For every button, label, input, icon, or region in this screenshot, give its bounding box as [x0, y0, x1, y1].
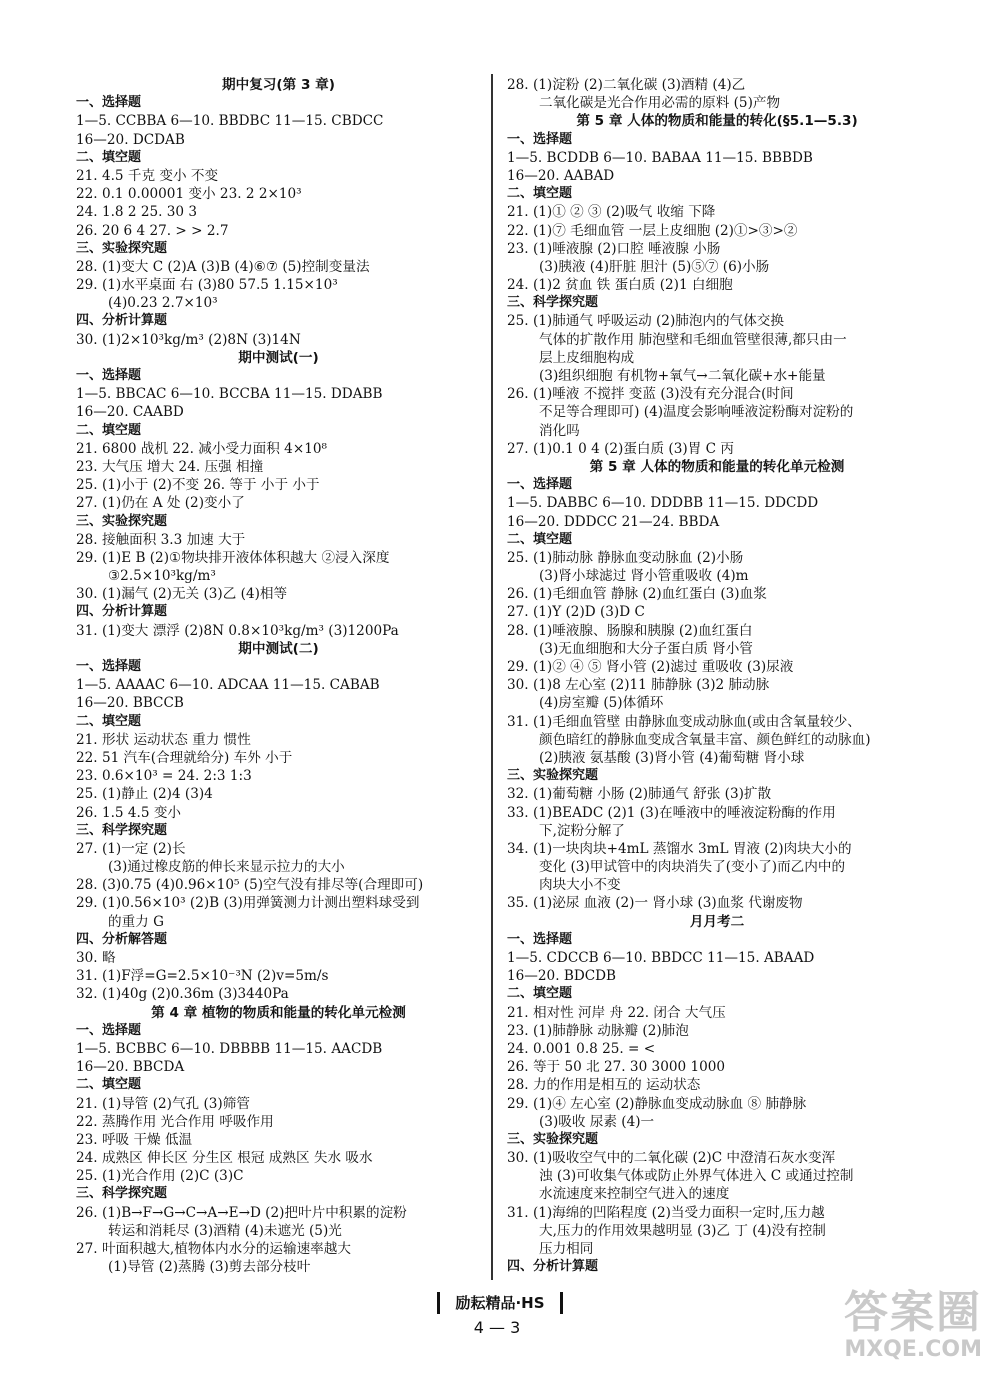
answer-line: (4)房室瓣 (5)体循环 — [539, 695, 664, 712]
answer-line: 1—5. BCDDB 6—10. BABAA 11—15. BBBDB — [507, 149, 813, 166]
answer-line: 16—20. AABAD — [507, 167, 615, 184]
subsection-label: 一、选择题 — [76, 95, 142, 111]
answer-line: 下,淀粉分解了 — [539, 822, 625, 839]
subsection-label: 三、实验探究题 — [507, 1131, 599, 1147]
answer-line: 24. 1.8 2 25. 30 3 — [76, 204, 198, 221]
answer-line: 22. 51 汽车(合理就给分) 车外 小于 — [76, 749, 293, 766]
answer-line: (3)胰液 (4)肝脏 胆汁 (5)⑤⑦ (6)小肠 — [539, 258, 770, 275]
answer-line: 1—5. AAAAC 6—10. ADCAA 11—15. CABAB — [76, 677, 380, 694]
answer-line: 27. (1)Y (2)D (3)D C — [507, 604, 645, 621]
answer-line: 29. (1)④ 左心室 (2)静脉血变成动脉血 ⑧ 肺静脉 — [507, 1095, 807, 1112]
answer-line: 26. 1.5 4.5 变小 — [76, 804, 182, 821]
answer-line: 26. 20 6 4 27. > > 2.7 — [76, 222, 229, 239]
answer-line: 35. (1)泌尿 血液 (2)一 肾小球 (3)血浆 代谢废物 — [507, 895, 803, 912]
subsection-label: 一、选择题 — [76, 1022, 142, 1038]
answer-line: 24. 0.001 0.8 25. = < — [507, 1040, 656, 1057]
answer-line: 28. (1)唾液腺、肠腺和胰腺 (2)血红蛋白 — [507, 622, 753, 639]
answer-line: 31. (1)毛细血管壁 由静脉血变成动脉血(或由含氧量较少、 — [507, 713, 861, 730]
answer-line: 28. 接触面积 3.3 加速 大于 — [76, 531, 246, 548]
answer-line: 21. 4.5 千克 变小 不变 — [76, 167, 219, 184]
answer-line: (2)胰液 氨基酸 (3)肾小管 (4)葡萄糖 肾小球 — [539, 749, 805, 766]
answer-line: 30. (1)2×10³kg/m³ (2)8N (3)14N — [76, 331, 301, 348]
answer-line: 24. 成熟区 伸长区 分生区 根冠 成熟区 失水 吸水 — [76, 1150, 373, 1167]
answer-line: 25. (1)肺动脉 静脉血变动脉血 (2)小肠 — [507, 549, 744, 566]
answer-line: 27. (1)仍在 A 处 (2)变小了 — [76, 495, 245, 512]
answer-line: 压力相同 — [539, 1241, 594, 1257]
column-divider — [491, 74, 493, 1280]
answer-line: 23. 0.6×10³ = 24. 2:3 1:3 — [76, 768, 252, 785]
answer-line: (3)无血细胞和大分子蛋白质 肾小管 — [539, 640, 753, 657]
answer-line: 32. (1)40g (2)0.36m (3)3440Pa — [76, 986, 289, 1003]
answer-line: (4)0.23 2.7×10³ — [108, 295, 218, 312]
subsection-label: 四、分析计算题 — [76, 604, 168, 620]
answer-line: 23. 呼吸 干燥 低温 — [76, 1131, 193, 1148]
subsection-label: 一、选择题 — [76, 659, 142, 674]
answer-line: (1)导管 (2)蒸腾 (3)剪去部分枝叶 — [108, 1259, 311, 1276]
answer-line: 16—20. CAABD — [76, 404, 184, 421]
answer-line: (3)通过橡皮筋的伸长来显示拉力的大小 — [108, 859, 345, 876]
answer-line: 31. (1)变大 漂浮 (2)8N 0.8×10³kg/m³ (3)1200Pa — [76, 622, 399, 639]
subsection-label: 三、实验探究题 — [76, 240, 168, 256]
answer-line: 水流速度来控制空气进入的速度 — [539, 1186, 730, 1203]
answer-line: 23. (1)肺静脉 动脉瓣 (2)肺泡 — [507, 1022, 689, 1039]
watermark-line-2: MXQE.COM — [844, 1337, 982, 1362]
answer-line: 26. (1)毛细血管 静脉 (2)血红蛋白 (3)血浆 — [507, 586, 767, 603]
answer-line: 1—5. CCBBA 6—10. BBDBC 11—15. CBDCC — [76, 113, 384, 130]
subsection-label: 二、填空题 — [76, 713, 142, 729]
answer-line: 32. (1)葡萄糖 小肠 (2)肺通气 舒张 (3)扩散 — [507, 786, 772, 803]
answer-line: 24. (1)2 贫血 铁 蛋白质 (2)1 白细胞 — [507, 277, 733, 294]
answer-line: 30. (1)漏气 (2)无关 (3)乙 (4)相等 — [76, 586, 288, 603]
watermark — [802, 1289, 982, 1371]
answer-line: 21. 6800 战机 22. 减小受力面积 4×10⁸ — [76, 440, 327, 457]
answer-line: 26. (1)B→F→G→C→A→E→D (2)把叶片中积累的淀粉 — [76, 1204, 407, 1221]
subsection-label: 四、分析解答题 — [76, 931, 168, 947]
answer-line: (3)肾小球滤过 肾小管重吸收 (4)m — [539, 568, 749, 585]
footer-brand: 励耘精品·HS — [437, 1292, 563, 1314]
answer-line: 29. (1)水平桌面 右 (3)80 57.5 1.15×10³ — [76, 277, 338, 294]
subsection-label: 三、科学探究题 — [76, 1186, 168, 1202]
answer-line: 16—20. BBCDA — [76, 1059, 185, 1076]
answer-line: 二氧化碳是光合作用必需的原料 (5)产物 — [539, 95, 781, 112]
answer-line: (3)组织细胞 有机物+氧气→二氧化碳+水+能量 — [539, 368, 826, 384]
right-column — [507, 76, 927, 1276]
subsection-label: 三、实验探究题 — [507, 768, 599, 784]
answer-line: 21. (1)① ② ③ (2)吸气 收缩 下降 — [507, 204, 716, 221]
answer-line: 25. (1)小于 (2)不变 26. 等于 小于 小于 — [76, 477, 320, 494]
section-heading: 期中复习(第 3 章) — [222, 77, 335, 93]
answer-line: (3)吸收 尿素 (4)一 — [539, 1113, 655, 1130]
subsection-label: 一、选择题 — [507, 131, 573, 147]
section-heading: 期中测试(一) — [238, 349, 319, 366]
answer-line: 21. (1)导管 (2)气孔 (3)筛管 — [76, 1095, 250, 1112]
answer-line: 21. 形状 运动状态 重力 惯性 — [76, 731, 251, 748]
answer-line: 22. 蒸腾作用 光合作用 呼吸作用 — [76, 1113, 274, 1130]
answer-line: 29. (1)E B (2)①物块排开液体体积越大 ②浸入深度 — [76, 549, 390, 566]
answer-line: ③2.5×10³kg/m³ — [108, 568, 216, 585]
answer-line: 16—20. BBCCB — [76, 695, 184, 712]
answer-line: 28. (3)0.75 (4)0.96×10⁵ (5)空气没有排尽等(合理即可) — [76, 877, 424, 894]
watermark-line-1: 答案圈 — [844, 1287, 982, 1338]
page-number: 4 — 3 — [473, 1318, 521, 1337]
answer-line: 27. (1)0.1 0 4 (2)蛋白质 (3)胃 C 丙 — [507, 440, 734, 457]
answer-line: 26. 等于 50 北 27. 30 3000 1000 — [507, 1059, 726, 1076]
answer-line: 转运和消耗尽 (3)酒精 (4)未遮光 (5)光 — [108, 1222, 342, 1239]
answer-line: 30. (1)8 左心室 (2)11 肺静脉 (3)2 肺动脉 — [507, 677, 770, 694]
answer-line: 22. 0.1 0.00001 变小 23. 2 2×10³ — [76, 186, 302, 203]
answer-line: 28. (1)变大 C (2)A (3)B (4)⑥⑦ (5)控制变量法 — [76, 258, 370, 275]
answer-line: 颜色暗红的静脉血变成含氧量丰富、颜色鲜红的动脉血) — [539, 731, 871, 748]
answer-line: 肉块大小不变 — [539, 877, 621, 894]
answer-line: 16—20. DDDCC 21—24. BBDA — [507, 513, 720, 530]
subsection-label: 三、实验探究题 — [76, 513, 168, 529]
left-column — [76, 76, 481, 1276]
answer-line: 大,压力的作用效果越明显 (3)乙 丁 (4)没有控制 — [539, 1222, 826, 1239]
subsection-label: 一、选择题 — [507, 477, 573, 493]
answer-line: 21. 相对性 河岸 舟 22. 闭合 大气压 — [507, 1004, 726, 1021]
answer-line: 25. (1)肺通气 呼吸运动 (2)肺泡内的气体交换 — [507, 313, 784, 330]
answer-line: 27. (1)一定 (2)长 — [76, 840, 186, 857]
subsection-label: 二、填空题 — [507, 186, 573, 202]
answer-line: 不足等合理即可) (4)温度会影响唾液淀粉酶对淀粉的 — [539, 404, 854, 421]
answer-line: 30. 略 — [76, 950, 116, 966]
answer-line: 25. (1)光合作用 (2)C (3)C — [76, 1168, 244, 1185]
answer-line: 34. (1)一块肉块+4mL 蒸馏水 3mL 胃液 (2)肉块大小的 — [507, 840, 852, 857]
subsection-label: 二、填空题 — [507, 986, 573, 1002]
answer-line: 浊 (3)可收集气体或防止外界气体进入 C 或通过控制 — [539, 1168, 854, 1185]
answer-line: 16—20. BDCDB — [507, 968, 617, 985]
subsection-label: 二、填空题 — [76, 422, 142, 438]
subsection-label: 一、选择题 — [507, 931, 573, 947]
answer-line: 28. (1)淀粉 (2)二氧化碳 (3)酒精 (4)乙 — [507, 77, 746, 93]
section-heading: 第 5 章 人体的物质和能量的转化单元检测 — [589, 458, 845, 475]
answer-line: 16—20. DCDAB — [76, 131, 185, 148]
section-heading: 第 4 章 植物的物质和能量的转化单元检测 — [151, 1004, 406, 1021]
subsection-label: 三、科学探究题 — [76, 822, 168, 838]
answer-line: 1—5. BCBBC 6—10. DBBBB 11—15. AACDB — [76, 1040, 383, 1057]
answer-line: 26. (1)唾液 不搅拌 变蓝 (3)没有充分混合(时间 — [507, 386, 794, 403]
answer-line: 层上皮细胞构成 — [539, 349, 635, 366]
answer-line: 23. (1)唾液腺 (2)口腔 唾液腺 小肠 — [507, 240, 721, 257]
answer-line: 23. 大气压 增大 24. 压强 相撞 — [76, 458, 264, 475]
answer-line: 25. (1)静止 (2)4 (3)4 — [76, 786, 213, 803]
answer-line: 1—5. CDCCB 6—10. BBDCC 11—15. ABAAD — [507, 950, 815, 966]
section-heading: 月月考二 — [689, 913, 745, 930]
subsection-label: 一、选择题 — [76, 368, 142, 383]
answer-line: 1—5. DABBC 6—10. DDDBB 11—15. DDCDD — [507, 495, 819, 512]
subsection-label: 四、分析计算题 — [507, 1259, 599, 1275]
answer-line: 31. (1)海绵的凹陷程度 (2)当受力面积一定时,压力越 — [507, 1204, 825, 1221]
answer-line: 28. 力的作用是相互的 运动状态 — [507, 1077, 701, 1094]
section-heading: 期中测试(二) — [238, 640, 319, 657]
subsection-label: 二、填空题 — [76, 1077, 142, 1093]
answer-line: 消化吗 — [539, 422, 580, 439]
answer-line: 的重力 G — [108, 913, 164, 930]
answer-line: 27. 叶面积越大,植物体内水分的运输速率越大 — [76, 1241, 351, 1257]
answer-line: 1—5. BBCAC 6—10. BCCBA 11—15. DDABB — [76, 386, 383, 403]
answer-line: 29. (1)0.56×10³ (2)B (3)用弹簧测力计测出塑料球受到 — [76, 895, 420, 912]
answer-line: 气体的扩散作用 肺泡壁和毛细血管壁很薄,都只由一 — [539, 331, 847, 348]
subsection-label: 二、填空题 — [76, 149, 142, 165]
subsection-label: 三、科学探究题 — [507, 295, 599, 311]
subsection-label: 二、填空题 — [507, 531, 573, 547]
answer-line: 30. (1)吸收空气中的二氧化碳 (2)C 中澄清石灰水变浑 — [507, 1150, 836, 1167]
section-heading: 第 5 章 人体的物质和能量的转化(§5.1—5.3) — [576, 113, 858, 130]
answer-line: 22. (1)⑦ 毛细血管 一层上皮细胞 (2)①>③>② — [507, 222, 798, 239]
answer-line: 33. (1)BEADC (2)1 (3)在唾液中的唾液淀粉酶的作用 — [507, 804, 836, 821]
answer-line: 29. (1)② ④ ⑤ 肾小管 (2)滤过 重吸收 (3)尿液 — [507, 659, 794, 675]
answer-line: 31. (1)F浮=G=2.5×10⁻³N (2)v=5m/s — [76, 968, 329, 985]
answer-line: 变化 (3)甲试管中的肉块消失了(变小了)而乙内中的 — [539, 859, 846, 876]
subsection-label: 四、分析计算题 — [76, 313, 168, 329]
